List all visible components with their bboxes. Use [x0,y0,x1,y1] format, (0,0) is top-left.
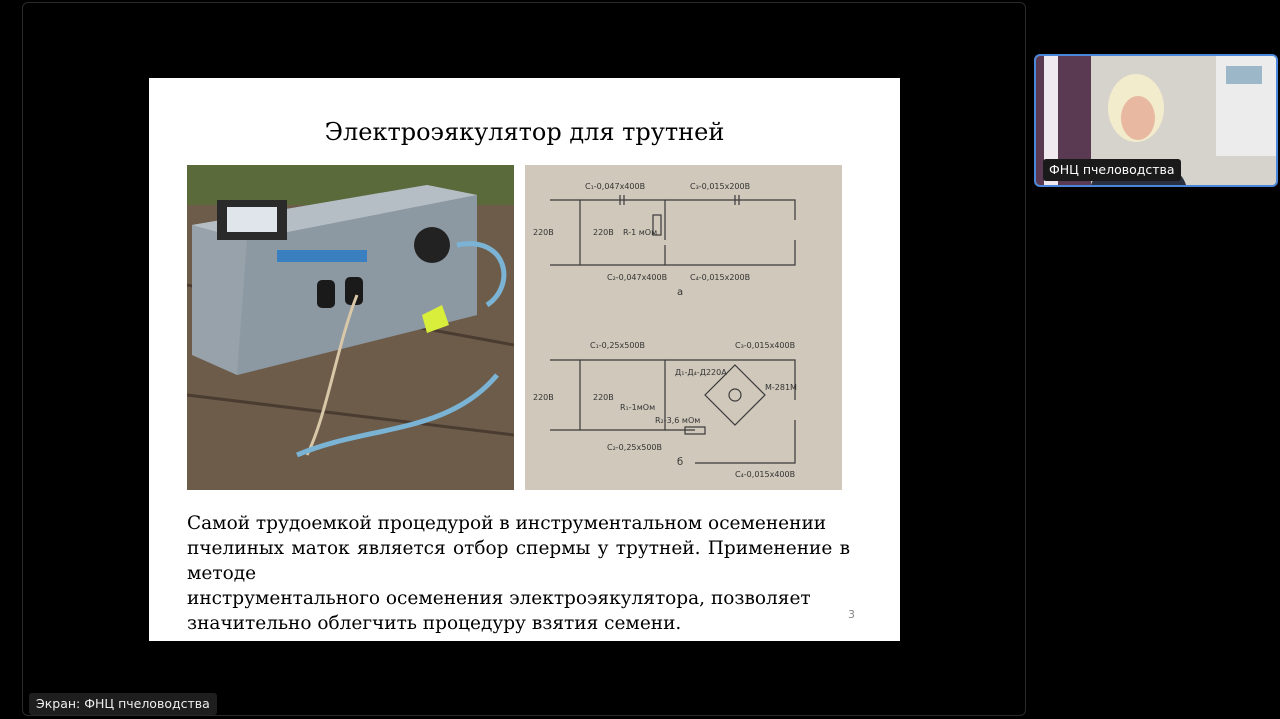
schematic-b-diodes: Д₁-Д₄-Д220А [675,368,727,377]
screen-share-label: Экран: ФНЦ пчеловодства [29,693,217,715]
schematic-b-label: б [677,457,684,468]
schematic-b-c4: C₄-0,015x400В [735,470,796,479]
slide-title: Электроэякулятор для трутней [324,118,725,146]
presentation-slide [149,78,900,641]
slide-body-text [187,511,850,636]
device-photo [187,165,514,490]
schematic-b-meter: M-281M [765,383,797,392]
schematic-b-c3: C₃-0,015x400В [735,341,796,350]
schematic-a-c3: C₃-0,015x200В [690,182,751,191]
schematic-a-label: а [677,287,684,298]
schematic-a-resistor: R-1 мОм [623,228,658,237]
schematic-b-output-voltage: 220В [593,393,614,402]
schematic-a-c1: C₁-0,047x400В [585,182,646,191]
schematic-b-c2: C₂-0,25x500В [607,443,662,452]
schematic-b-resistor-1: R₁-1мОм [620,403,656,412]
slide-body-line: инструментального осеменения электроэякулятора, позволяет [187,588,811,609]
schematic-b-resistor-2: R₂-3,6 мОм [655,416,701,425]
slide-body-line: значительно облегчить процедуру взятия семени. [187,613,682,634]
schematic-b-c1: C₁-0,25x500В [590,341,645,350]
schematic-a-c4: C₄-0,015x200В [690,273,751,282]
schematic-a-input-voltage: 220В [533,228,554,237]
participant-name: ФНЦ пчеловодства [1043,159,1181,181]
schematic-a-output-voltage: 220В [593,228,614,237]
circuit-schematic [525,165,842,490]
slide-page-number: 3 [848,608,855,621]
schematic-b-input-voltage: 220В [533,393,554,402]
slide-body-line: Самой трудоемкой процедурой в инструментальном осеменении [187,513,827,534]
schematic-a-c2: C₂-0,047x400В [607,273,668,282]
slide-body-line: пчелиных маток является отбор спермы у трутней. Применение в методе [187,538,850,584]
